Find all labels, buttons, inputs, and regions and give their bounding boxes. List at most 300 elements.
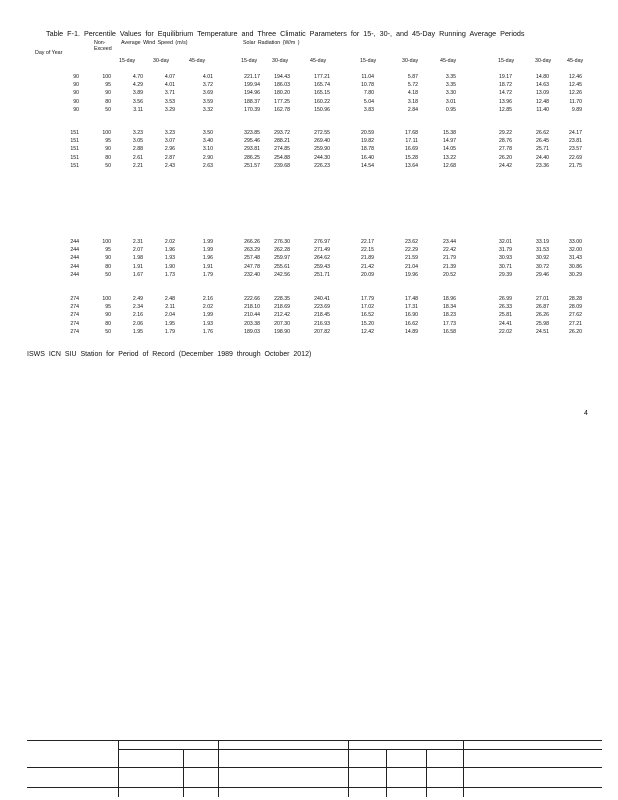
table-cell: 223.69	[314, 304, 330, 311]
table-cell: 95	[105, 304, 111, 311]
table-cell: 3.40	[202, 138, 213, 145]
table-cell: 274	[70, 320, 79, 327]
table-cell: 239.68	[274, 162, 290, 169]
table-cell: 100	[102, 239, 111, 245]
table-cell: 0.95	[445, 106, 456, 113]
table-cell: 100	[102, 296, 111, 302]
table-cell: 1.96	[164, 247, 175, 254]
table-cell: 26.33	[499, 304, 512, 311]
table-cell: 22.29	[405, 247, 418, 254]
table-cell: 17.02	[361, 304, 374, 311]
table-cell: 2.49	[132, 296, 143, 302]
table-cell: 14.63	[536, 82, 549, 89]
table-row	[0, 304, 618, 312]
table-cell: 276.30	[274, 239, 290, 245]
table-cell: 22.15	[361, 247, 374, 254]
table-cell: 90	[105, 312, 111, 319]
table-cell: 244	[70, 263, 79, 270]
table-cell: 9.89	[571, 106, 582, 113]
period-label: 30-day	[535, 58, 552, 64]
table-cell: 15.28	[405, 154, 418, 161]
table-cell: 3.10	[202, 146, 213, 153]
table-cell: 177.25	[274, 98, 290, 105]
table-cell: 212.42	[274, 312, 290, 319]
table-cell: 180.20	[274, 90, 290, 97]
table-cell: 251.71	[314, 271, 330, 278]
table-cell: 286.25	[244, 154, 260, 161]
table-cell: 263.29	[244, 247, 260, 254]
period-label: 45-day	[310, 58, 327, 64]
period-label: 45-day	[440, 58, 457, 64]
table-cell: 27.21	[569, 320, 582, 327]
table-cell: 12.26	[569, 90, 582, 97]
table-cell: 26.62	[536, 130, 549, 136]
table-row	[0, 163, 618, 171]
table-cell: 21.42	[361, 263, 374, 270]
table-cell: 21.39	[443, 263, 456, 270]
table-cell: 271.49	[314, 247, 330, 254]
table-cell: 266.26	[244, 239, 260, 245]
table-footer-note: ISWS ICN SIU Station for Period of Record (December 1989 through October 2012)	[27, 351, 312, 358]
table-cell: 2.43	[164, 162, 175, 169]
table-cell: 31.79	[499, 247, 512, 254]
table-cell: 151	[70, 154, 79, 161]
table-cell: 23.57	[569, 146, 582, 153]
table-row	[0, 90, 618, 98]
table-cell: 2.07	[132, 247, 143, 254]
table-cell: 240.41	[314, 296, 330, 302]
table-cell: 12.85	[499, 106, 512, 113]
table-cell: 244	[70, 247, 79, 254]
table-cell: 30.71	[499, 263, 512, 270]
table-cell: 255.61	[274, 263, 290, 270]
table-cell: 12.46	[569, 74, 582, 80]
table-cell: 29.39	[499, 271, 512, 278]
table-cell: 16.90	[405, 312, 418, 319]
table-cell: 2.88	[132, 146, 143, 153]
table-cell: 33.00	[569, 239, 582, 245]
table-cell: 2.31	[132, 239, 143, 245]
table-cell: 1.91	[202, 263, 213, 270]
table-cell: 150.96	[314, 106, 330, 113]
table-cell: 2.63	[202, 162, 213, 169]
table-cell: 244.30	[314, 154, 330, 161]
table-row	[0, 82, 618, 90]
table-cell: 207.82	[314, 328, 330, 335]
table-cell: 254.88	[274, 154, 290, 161]
table-cell: 264.62	[314, 255, 330, 262]
table-cell: 1.90	[164, 263, 175, 270]
table-cell: 218.10	[244, 304, 260, 311]
table-cell: 244	[70, 239, 79, 245]
table-cell: 177.21	[314, 74, 330, 80]
table-cell: 22.02	[499, 328, 512, 335]
table-cell: 274	[70, 328, 79, 335]
table-cell: 274.85	[274, 146, 290, 153]
table-cell: 24.51	[536, 328, 549, 335]
table-cell: 186.03	[274, 82, 290, 89]
table-cell: 216.93	[314, 320, 330, 327]
table-cell: 33.19	[536, 239, 549, 245]
table-cell: 25.98	[536, 320, 549, 327]
table-cell: 20.52	[443, 271, 456, 278]
table-cell: 221.17	[244, 74, 260, 80]
table-cell: 257.48	[244, 255, 260, 262]
table-cell: 21.79	[443, 255, 456, 262]
table-cell: 274	[70, 312, 79, 319]
table-cell: 293.81	[244, 146, 260, 153]
table-cell: 80	[105, 320, 111, 327]
table-cell: 2.11	[165, 304, 175, 311]
table-cell: 1.76	[202, 328, 213, 335]
table-cell: 30.72	[536, 263, 549, 270]
table-cell: 276.97	[314, 239, 330, 245]
table-row	[0, 146, 618, 154]
table-cell: 19.96	[405, 271, 418, 278]
table-cell: 27.78	[499, 146, 512, 153]
table-cell: 232.40	[244, 271, 260, 278]
table-cell: 80	[105, 263, 111, 270]
table-cell: 13.09	[536, 90, 549, 97]
table-cell: 17.31	[405, 304, 418, 311]
table-cell: 17.73	[443, 320, 456, 327]
table-cell: 2.02	[164, 239, 175, 245]
table-cell: 1.95	[132, 328, 143, 335]
table-title: Table F-1. Percentile Values for Equilibrium Temperature and Three Climatic Parameters for 15-, 30-, and 45-Day Running Average Periods	[46, 29, 525, 38]
table-cell: 170.39	[244, 106, 260, 113]
table-cell: 2.84	[407, 106, 418, 113]
table-cell: 272.55	[314, 130, 330, 136]
table-cell: 14.54	[361, 162, 374, 169]
table-cell: 295.46	[244, 138, 260, 145]
table-cell: 3.53	[164, 98, 175, 105]
table-cell: 251.57	[244, 162, 260, 169]
table-cell: 90	[105, 255, 111, 262]
table-cell: 218.69	[274, 304, 290, 311]
table-cell: 19.82	[361, 138, 374, 145]
table-cell: 21.75	[569, 162, 582, 169]
table-cell: 259.97	[274, 255, 290, 262]
table-cell: 3.01	[445, 98, 456, 105]
table-cell: 244	[70, 271, 79, 278]
table-cell: 24.17	[569, 130, 582, 136]
table-cell: 203.38	[244, 320, 260, 327]
table-cell: 7.80	[363, 90, 374, 97]
table-row	[0, 272, 618, 280]
table-cell: 162.78	[274, 106, 290, 113]
table-cell: 210.44	[244, 312, 260, 319]
table-cell: 12.45	[569, 82, 582, 89]
header-avg-wind-speed: Average Wind Speed (m/s)	[121, 40, 188, 46]
table-cell: 194.43	[274, 74, 290, 80]
table-cell: 23.81	[569, 138, 582, 145]
table-cell: 29.22	[499, 130, 512, 136]
header-non: Non-	[94, 40, 106, 46]
table-cell: 5.87	[407, 74, 418, 80]
header-exceed: Exceed	[94, 46, 112, 52]
table-cell: 13.22	[443, 154, 456, 161]
table-cell: 4.70	[132, 74, 143, 80]
table-cell: 21.04	[405, 263, 418, 270]
table-cell: 14.72	[499, 90, 512, 97]
table-row	[0, 255, 618, 263]
table-cell: 20.09	[361, 271, 374, 278]
table-cell: 2.61	[132, 154, 143, 161]
table-row	[0, 107, 618, 115]
table-cell: 3.69	[202, 90, 213, 97]
table-cell: 1.73	[164, 271, 175, 278]
table-cell: 293.72	[274, 130, 290, 136]
table-cell: 28.76	[499, 138, 512, 145]
table-cell: 3.50	[202, 130, 213, 136]
table-cell: 26.99	[499, 296, 512, 302]
table-cell: 269.40	[314, 138, 330, 145]
table-cell: 274	[70, 296, 79, 302]
table-cell: 26.20	[569, 328, 582, 335]
table-cell: 26.45	[536, 138, 549, 145]
table-row	[0, 155, 618, 163]
table-cell: 50	[105, 271, 111, 278]
table-cell: 1.79	[202, 271, 213, 278]
table-cell: 1.67	[132, 271, 143, 278]
table-cell: 12.48	[536, 98, 549, 105]
table-cell: 3.71	[164, 90, 175, 97]
table-cell: 226.23	[314, 162, 330, 169]
table-cell: 16.62	[405, 320, 418, 327]
table-cell: 3.89	[132, 90, 143, 97]
table-cell: 3.32	[202, 106, 213, 113]
table-row	[0, 296, 618, 304]
table-cell: 90	[73, 98, 79, 105]
table-cell: 2.16	[132, 312, 143, 319]
table-cell: 24.40	[536, 154, 549, 161]
table-cell: 198.90	[274, 328, 290, 335]
table-cell: 218.45	[314, 312, 330, 319]
table-cell: 165.15	[314, 90, 330, 97]
table-cell: 1.79	[164, 328, 175, 335]
table-row	[0, 264, 618, 272]
table-cell: 2.96	[164, 146, 175, 153]
table-cell: 3.83	[363, 106, 374, 113]
table-cell: 5.04	[363, 98, 374, 105]
table-cell: 32.01	[499, 239, 512, 245]
table-cell: 3.72	[202, 82, 213, 89]
table-cell: 1.93	[164, 255, 175, 262]
table-cell: 28.09	[569, 304, 582, 311]
table-cell: 90	[73, 74, 79, 80]
table-cell: 50	[105, 162, 111, 169]
table-cell: 24.42	[499, 162, 512, 169]
table-cell: 288.21	[274, 138, 290, 145]
table-cell: 242.56	[274, 271, 290, 278]
period-label: 15-day	[241, 58, 258, 64]
table-row	[0, 329, 618, 337]
table-cell: 16.40	[361, 154, 374, 161]
table-cell: 95	[105, 82, 111, 89]
table-cell: 259.90	[314, 146, 330, 153]
table-row	[0, 239, 618, 247]
table-cell: 90	[73, 106, 79, 113]
table-cell: 2.48	[164, 296, 175, 302]
table-cell: 32.00	[569, 247, 582, 254]
table-cell: 18.78	[361, 146, 374, 153]
table-cell: 2.04	[164, 312, 175, 319]
table-cell: 26.87	[536, 304, 549, 311]
table-cell: 165.74	[314, 82, 330, 89]
table-cell: 1.99	[202, 312, 213, 319]
table-cell: 18.34	[443, 304, 456, 311]
table-cell: 16.69	[405, 146, 418, 153]
table-cell: 90	[105, 90, 111, 97]
period-label: 45-day	[567, 58, 584, 64]
table-cell: 18.23	[443, 312, 456, 319]
table-cell: 160.22	[314, 98, 330, 105]
table-cell: 11.40	[536, 106, 549, 113]
table-cell: 151	[70, 146, 79, 153]
table-cell: 1.93	[202, 320, 213, 327]
table-cell: 25.81	[499, 312, 512, 319]
table-cell: 12.68	[443, 162, 456, 169]
table-row	[0, 312, 618, 320]
page-number: 4	[584, 410, 588, 417]
table-cell: 27.62	[569, 312, 582, 319]
table-cell: 2.87	[164, 154, 175, 161]
table-cell: 3.11	[133, 106, 143, 113]
table-row	[0, 74, 618, 82]
table-cell: 29.46	[536, 271, 549, 278]
table-cell: 199.94	[244, 82, 260, 89]
table-cell: 259.43	[314, 263, 330, 270]
table-cell: 30.86	[569, 263, 582, 270]
table-cell: 95	[105, 138, 111, 145]
table-cell: 228.35	[274, 296, 290, 302]
period-label: 30-day	[272, 58, 289, 64]
table-row	[0, 99, 618, 107]
table-cell: 1.96	[202, 255, 213, 262]
table-cell: 3.35	[445, 74, 456, 80]
table-cell: 22.42	[443, 247, 456, 254]
table-cell: 3.07	[164, 138, 175, 145]
table-cell: 28.28	[569, 296, 582, 302]
table-cell: 13.64	[405, 162, 418, 169]
table-cell: 90	[73, 90, 79, 97]
table-row	[0, 138, 618, 146]
table-row	[0, 247, 618, 255]
table-cell: 2.06	[132, 320, 143, 327]
table-cell: 323.85	[244, 130, 260, 136]
table-cell: 4.18	[407, 90, 418, 97]
table-cell: 262.28	[274, 247, 290, 254]
table-cell: 17.11	[405, 138, 418, 145]
period-label: 30-day	[402, 58, 419, 64]
header-solar-radiation: Solar Radiation (W/m )	[243, 40, 300, 46]
table-cell: 4.07	[164, 74, 175, 80]
table-cell: 14.05	[443, 146, 456, 153]
table-cell: 3.23	[132, 130, 143, 136]
table-cell: 30.93	[499, 255, 512, 262]
table-cell: 26.20	[499, 154, 512, 161]
table-cell: 3.29	[164, 106, 175, 113]
table-cell: 80	[105, 98, 111, 105]
table-cell: 20.59	[361, 130, 374, 136]
table-cell: 4.29	[132, 82, 143, 89]
table-cell: 151	[70, 138, 79, 145]
table-cell: 95	[105, 247, 111, 254]
table-cell: 2.02	[202, 304, 213, 311]
table-cell: 151	[70, 162, 79, 169]
table-cell: 21.59	[405, 255, 418, 262]
table-cell: 23.62	[405, 239, 418, 245]
table-cell: 11.70	[569, 98, 582, 105]
table-cell: 80	[105, 154, 111, 161]
table-cell: 18.96	[443, 296, 456, 302]
table-cell: 3.23	[164, 130, 175, 136]
table-cell: 1.99	[202, 239, 213, 245]
table-cell: 17.48	[405, 296, 418, 302]
table-cell: 19.17	[499, 74, 512, 80]
table-cell: 31.43	[569, 255, 582, 262]
table-cell: 1.98	[132, 255, 143, 262]
table-cell: 2.34	[132, 304, 143, 311]
table-cell: 50	[105, 106, 111, 113]
table-cell: 23.44	[443, 239, 456, 245]
table-cell: 3.56	[132, 98, 143, 105]
table-cell: 25.71	[536, 146, 549, 153]
table-cell: 13.96	[499, 98, 512, 105]
table-cell: 194.96	[244, 90, 260, 97]
table-cell: 207.30	[274, 320, 290, 327]
table-cell: 22.69	[569, 154, 582, 161]
table-row	[0, 130, 618, 138]
table-cell: 11.04	[361, 74, 374, 80]
table-cell: 3.35	[445, 82, 456, 89]
table-cell: 274	[70, 304, 79, 311]
table-cell: 90	[105, 146, 111, 153]
table-cell: 18.72	[499, 82, 512, 89]
table-cell: 22.17	[361, 239, 374, 245]
table-cell: 3.05	[132, 138, 143, 145]
table-cell: 30.29	[569, 271, 582, 278]
table-cell: 3.30	[445, 90, 456, 97]
table-cell: 14.80	[536, 74, 549, 80]
table-cell: 27.01	[536, 296, 549, 302]
table-cell: 1.95	[164, 320, 175, 327]
table-cell: 2.90	[202, 154, 213, 161]
header-day-of-year: Day of Year	[35, 50, 63, 56]
table-cell: 2.21	[132, 162, 143, 169]
period-label: 30-day	[153, 58, 170, 64]
table-cell: 10.78	[361, 82, 374, 89]
table-cell: 188.37	[244, 98, 260, 105]
table-cell: 17.68	[405, 130, 418, 136]
table-cell: 23.36	[536, 162, 549, 169]
table-cell: 21.89	[361, 255, 374, 262]
period-label: 15-day	[498, 58, 515, 64]
table-cell: 3.59	[202, 98, 213, 105]
table-cell: 189.03	[244, 328, 260, 335]
table-cell: 222.66	[244, 296, 260, 302]
table-cell: 1.99	[202, 247, 213, 254]
period-label: 15-day	[119, 58, 136, 64]
table-cell: 100	[102, 130, 111, 136]
table-cell: 100	[102, 74, 111, 80]
table-cell: 12.42	[361, 328, 374, 335]
table-cell: 26.26	[536, 312, 549, 319]
table-cell: 15.38	[443, 130, 456, 136]
table-cell: 151	[70, 130, 79, 136]
table-cell: 244	[70, 255, 79, 262]
table-cell: 4.01	[164, 82, 175, 89]
